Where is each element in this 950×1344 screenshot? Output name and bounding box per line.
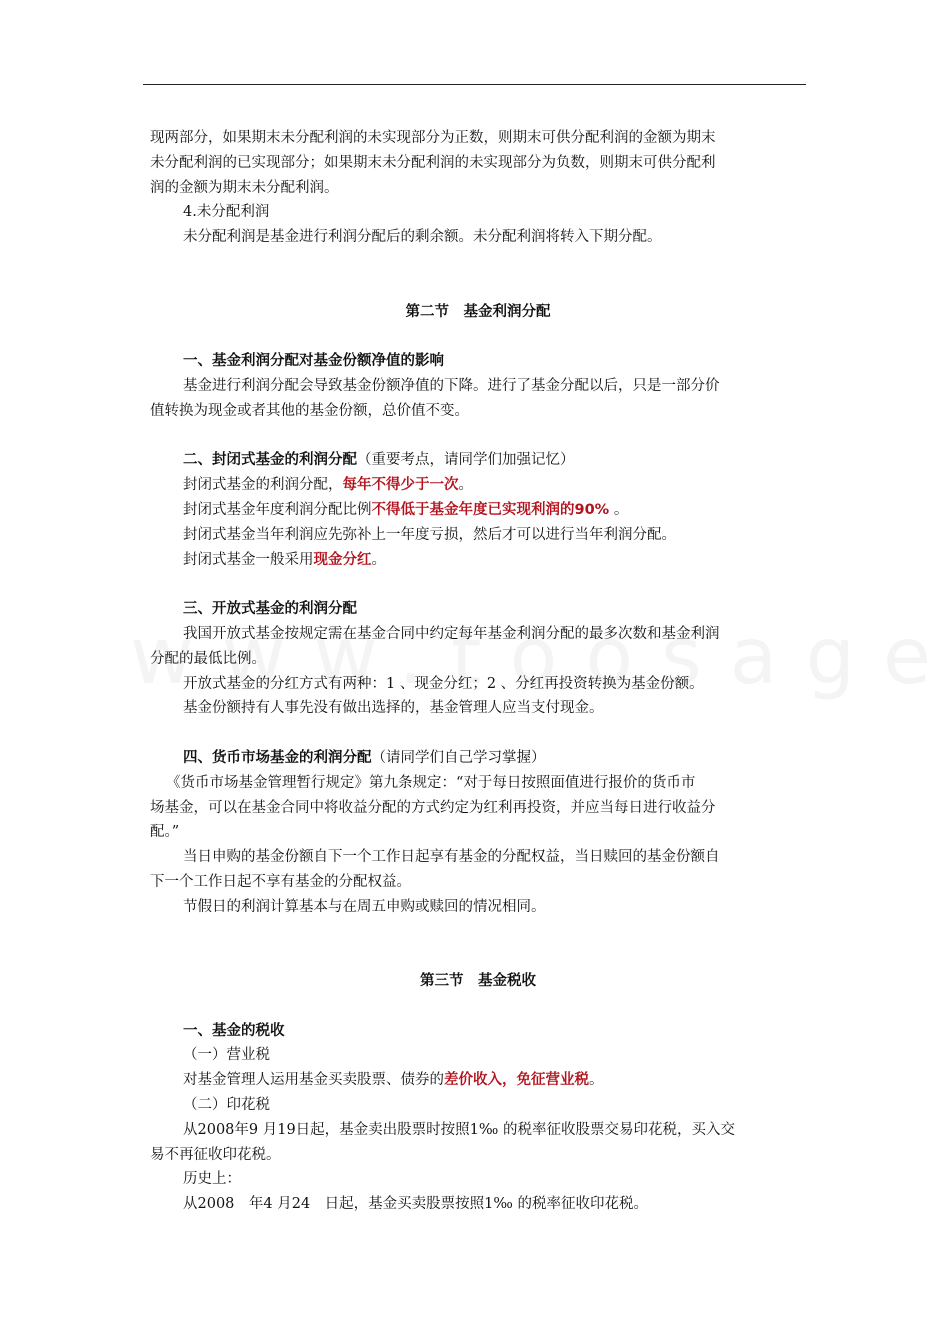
paragraph-line xyxy=(150,473,806,498)
subsection-heading-row xyxy=(150,746,806,771)
paragraph-line: 封闭式基金当年利润应先弥补上一年度亏损，然后才可以进行当年利润分配。 xyxy=(183,526,676,543)
text: 封闭式基金一般采用 xyxy=(183,551,314,568)
paragraph-line: 当日申购的基金份额自下一个工作日起享有基金的分配权益，当日赎回的基金份额自 xyxy=(183,849,720,866)
text: 封闭式基金的利润分配， xyxy=(183,477,343,494)
paragraph-line: 节假日的利润计算基本与在周五申购或赎回的情况相同。 xyxy=(183,898,546,915)
paragraph-line xyxy=(150,548,806,573)
highlight-text: 每年不得少于一次 xyxy=(342,477,459,494)
highlight-text: 现金分红 xyxy=(313,551,372,568)
paragraph-line: 值转换为现金或者其他的基金份额，总价值不变。 xyxy=(150,402,469,419)
paragraph-line: 下一个工作日起不享有基金的分配权益。 xyxy=(150,873,411,890)
paragraph-line: 润的金额为期末未分配利润。 xyxy=(150,179,339,196)
paragraph-line: 配。” xyxy=(150,824,180,841)
paragraph-line: 从2008 年4 月24 日起，基金买卖股票按照1‰ 的税率征收印花税。 xyxy=(183,1196,648,1213)
subsection-heading-row xyxy=(150,448,806,473)
paragraph-line: 易不再征收印花税。 xyxy=(150,1146,281,1163)
paragraph-line: 我国开放式基金按规定需在基金合同中约定每年基金利润分配的最多次数和基金利润 xyxy=(183,625,720,642)
text: 。 xyxy=(371,551,386,568)
highlight-text: 差价收入，免征营业税 xyxy=(444,1072,589,1089)
document-body xyxy=(150,126,806,1217)
header-rule xyxy=(143,84,806,85)
text: 。 xyxy=(589,1072,604,1089)
item-title: 4.未分配利润 xyxy=(183,204,270,221)
heading-note: （重要考点，请同学们加强记忆） xyxy=(357,452,575,469)
subsection-heading: 四、货币市场基金的利润分配 xyxy=(183,749,372,766)
sub-item-title: （二）印花税 xyxy=(183,1097,270,1114)
subsection-heading: 三、开放式基金的利润分配 xyxy=(183,601,357,618)
paragraph-line: 场基金，可以在基金合同中将收益分配的方式约定为红利再投资，并应当每日进行收益分 xyxy=(150,799,716,816)
subsection-heading: 一、基金的税收 xyxy=(183,1022,285,1039)
paragraph-line: 未分配利润的已实现部分；如果期末未分配利润的未实现部分为负数，则期末可供分配利 xyxy=(150,154,716,171)
paragraph-line: 基金进行利润分配会导致基金份额净值的下降。进行了基金分配以后，只是一部分价 xyxy=(183,377,720,394)
section-title: 第二节 基金利润分配 xyxy=(405,303,551,320)
subsection-heading: 二、封闭式基金的利润分配 xyxy=(183,452,357,469)
paragraph-line: 从2008年9 月19日起，基金卖出股票时按照1‰ 的税率征收股票交易印花税，买入交 xyxy=(183,1121,735,1138)
sub-item-title: （一）营业税 xyxy=(183,1047,270,1064)
paragraph-line xyxy=(150,1068,806,1093)
section-title: 第三节 基金税收 xyxy=(420,973,536,990)
subsection-heading: 一、基金利润分配对基金份额净值的影响 xyxy=(183,353,444,370)
paragraph-line: 基金份额持有人事先没有做出选择的，基金管理人应当支付现金。 xyxy=(183,700,604,717)
text: 封闭式基金年度利润分配比例 xyxy=(183,501,372,518)
paragraph-line: 《货币市场基金管理暂行规定》第九条规定：“对于每日按照面值进行报价的货币市 xyxy=(166,774,696,791)
highlight-text: 不得低于基金年度已实现利润的90% xyxy=(371,501,610,518)
paragraph-line: 历史上： xyxy=(183,1171,241,1188)
text: 。 xyxy=(458,477,473,494)
paragraph-line: 现两部分，如果期末未分配利润的未实现部分为正数，则期末可供分配利润的金额为期末 xyxy=(150,130,716,146)
heading-note: （请同学们自己学习掌握） xyxy=(371,749,546,766)
text: 。 xyxy=(609,501,629,518)
paragraph-line xyxy=(150,498,806,523)
paragraph-line: 未分配利润是基金进行利润分配后的剩余额。未分配利润将转入下期分配。 xyxy=(183,229,662,246)
paragraph-line: 开放式基金的分红方式有两种：1 、现金分红；2 、分红再投资转换为基金份额。 xyxy=(183,675,704,692)
text: 对基金管理人运用基金买卖股票、债券的 xyxy=(183,1072,444,1089)
paragraph-line: 分配的最低比例。 xyxy=(150,650,266,667)
